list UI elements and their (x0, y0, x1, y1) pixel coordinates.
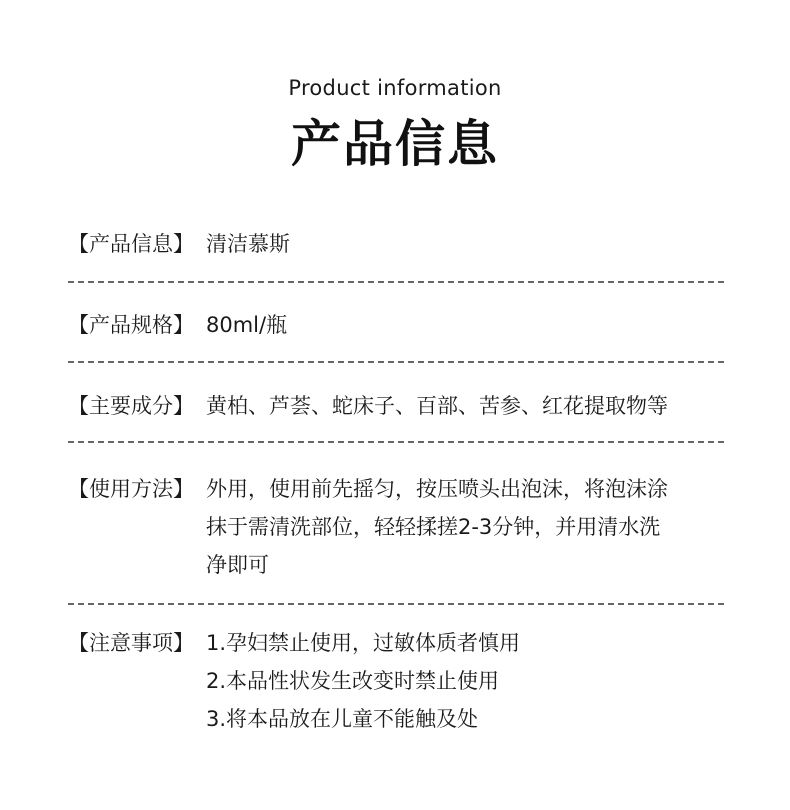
row-value-line: 外用，使用前先摇匀，按压喷头出泡沫，将泡沫涂 (206, 477, 668, 501)
row-value-line: 80ml/瓶 (206, 313, 288, 337)
row-value (206, 470, 736, 584)
page-subtitle: Product information (288, 76, 502, 100)
row-value (206, 387, 736, 425)
page-title: 产品信息 (291, 115, 499, 173)
row-value-line: 抹于需清洗部位，轻轻揉搓2-3分钟，并用清水洗 (206, 515, 661, 539)
row-label: 【产品信息】 (68, 232, 194, 256)
row-label: 【主要成分】 (68, 394, 194, 418)
dashed-divider (68, 281, 724, 283)
row-value-line: 1.孕妇禁止使用，过敏体质者慎用 (206, 631, 521, 655)
row-value-line: 黄柏、芦荟、蛇床子、百部、苦参、红花提取物等 (206, 394, 668, 418)
row-label: 【产品规格】 (68, 313, 194, 337)
row-value-line: 3.将本品放在儿童不能触及处 (206, 707, 479, 731)
header (0, 76, 790, 176)
dashed-divider (68, 603, 724, 605)
row-value-line: 净即可 (206, 553, 269, 577)
row-value (206, 624, 736, 738)
dashed-divider (68, 441, 724, 443)
row-label: 【使用方法】 (68, 477, 194, 501)
row-value-line: 清洁慕斯 (206, 232, 290, 256)
dashed-divider (68, 361, 724, 363)
row-value (206, 306, 736, 344)
row-label: 【注意事项】 (68, 631, 194, 655)
row-value (206, 225, 736, 263)
row-value-line: 2.本品性状发生改变时禁止使用 (206, 669, 500, 693)
